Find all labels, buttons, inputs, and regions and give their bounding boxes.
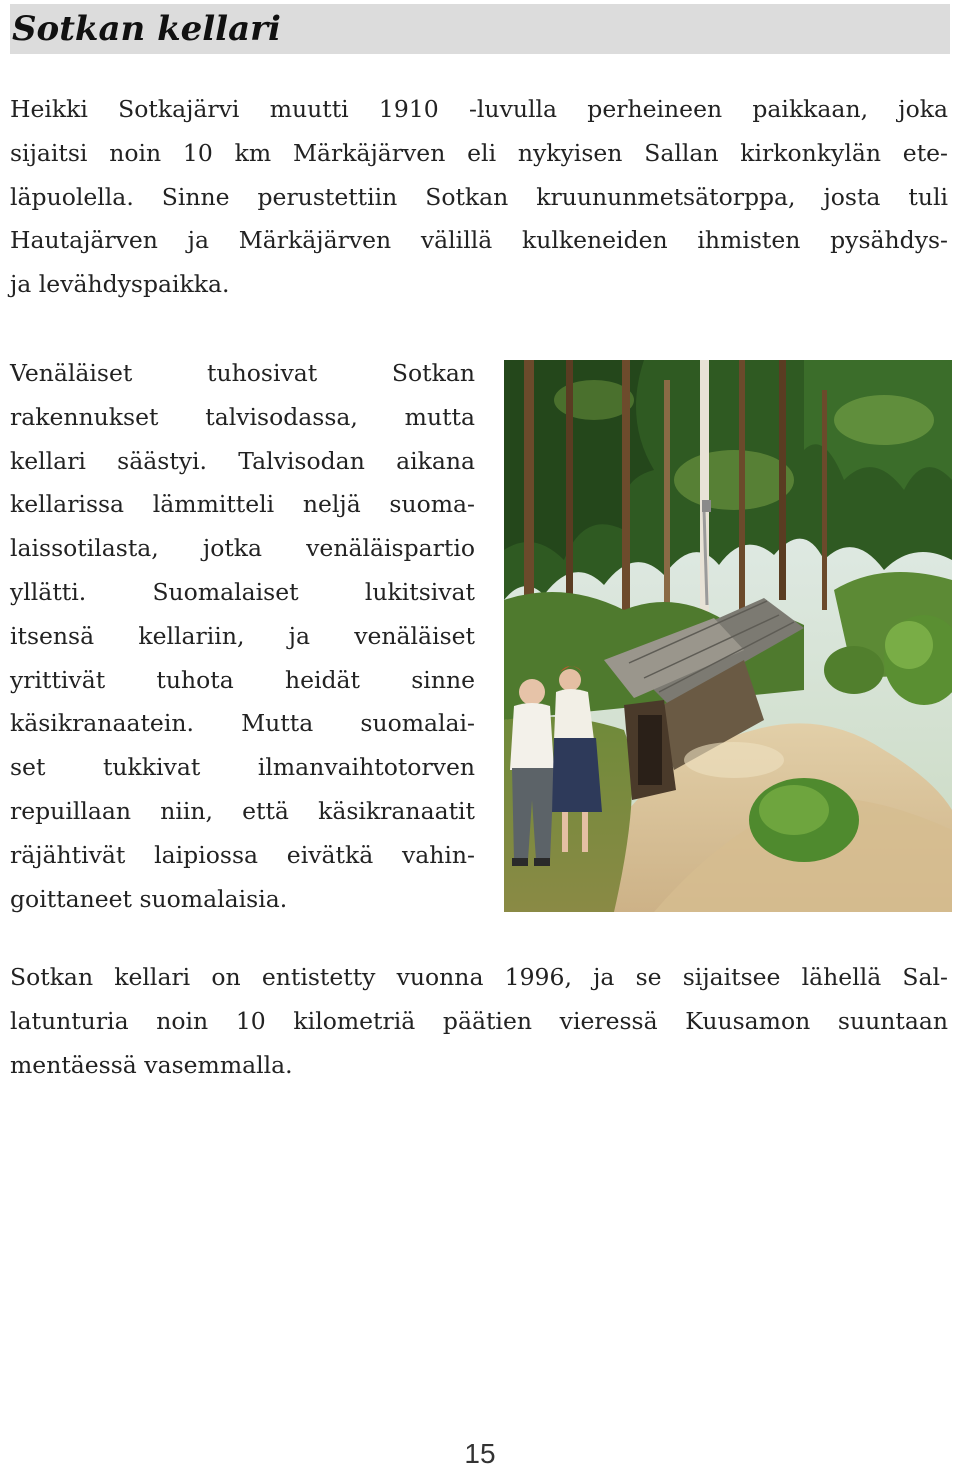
- text-line: Sotkan kellari on entistetty vuonna 1996, ja se sijaitsee lähellä Sal-: [10, 963, 948, 991]
- text-line: sijaitsi noin 10 km Märkäjärven eli nykyisen Sallan kirkonkylän ete-: [10, 138, 948, 167]
- text-line: läpuolella. Sinne perustettiin Sotkan kruununmetsätorppa, josta tuli: [10, 182, 948, 211]
- text-line: räjähtivät laipiossa eivätkä vahin-: [10, 840, 475, 869]
- title-bar: [10, 4, 950, 54]
- text-line: goittaneet suomalaisia.: [10, 884, 288, 913]
- text-line: latunturia noin 10 kilometriä päätien vieressä Kuusamon suuntaan: [10, 1006, 948, 1035]
- text-line: rakennukset talvisodassa, mutta: [10, 402, 475, 431]
- text-line: ja levähdyspaikka.: [10, 270, 230, 299]
- text-line: mentäessä vasemmalla.: [10, 1050, 293, 1079]
- text-line: Hautajärven ja Märkäjärven välillä kulkeneiden ihmisten pysähdys-: [10, 226, 948, 255]
- text-line: repuillaan niin, että käsikranaatit: [10, 796, 475, 825]
- text-line: kellari säästyi. Talvisodan aikana: [10, 446, 475, 475]
- page-title: Sotkan kellari: [12, 9, 281, 49]
- paragraph-intro: [10, 88, 948, 307]
- paragraph-war-story: [10, 352, 475, 921]
- cellar-photo-illustration: [504, 360, 952, 912]
- cellar-photo: [504, 360, 952, 912]
- text-line: laissotilasta, jotka venäläispartio: [10, 534, 475, 563]
- text-line: kellarissa lämmitteli neljä suoma-: [10, 490, 475, 519]
- text-line: Heikki Sotkajärvi muutti 1910 -luvulla perheineen paikkaan, joka: [10, 95, 948, 123]
- text-line: set tukkivat ilmanvaihtotorven: [10, 753, 475, 782]
- text-line: itsensä kellariin, ja venäläiset: [10, 621, 475, 650]
- text-line: yllätti. Suomalaiset lukitsivat: [10, 577, 475, 606]
- text-line: yrittivät tuhota heidät sinne: [10, 665, 475, 694]
- page-number: 15: [464, 1438, 496, 1469]
- text-line: Venäläiset tuhosivat Sotkan: [10, 359, 475, 387]
- text-line: käsikranaatein. Mutta suomalai-: [10, 709, 475, 738]
- paragraph-restoration: [10, 956, 948, 1087]
